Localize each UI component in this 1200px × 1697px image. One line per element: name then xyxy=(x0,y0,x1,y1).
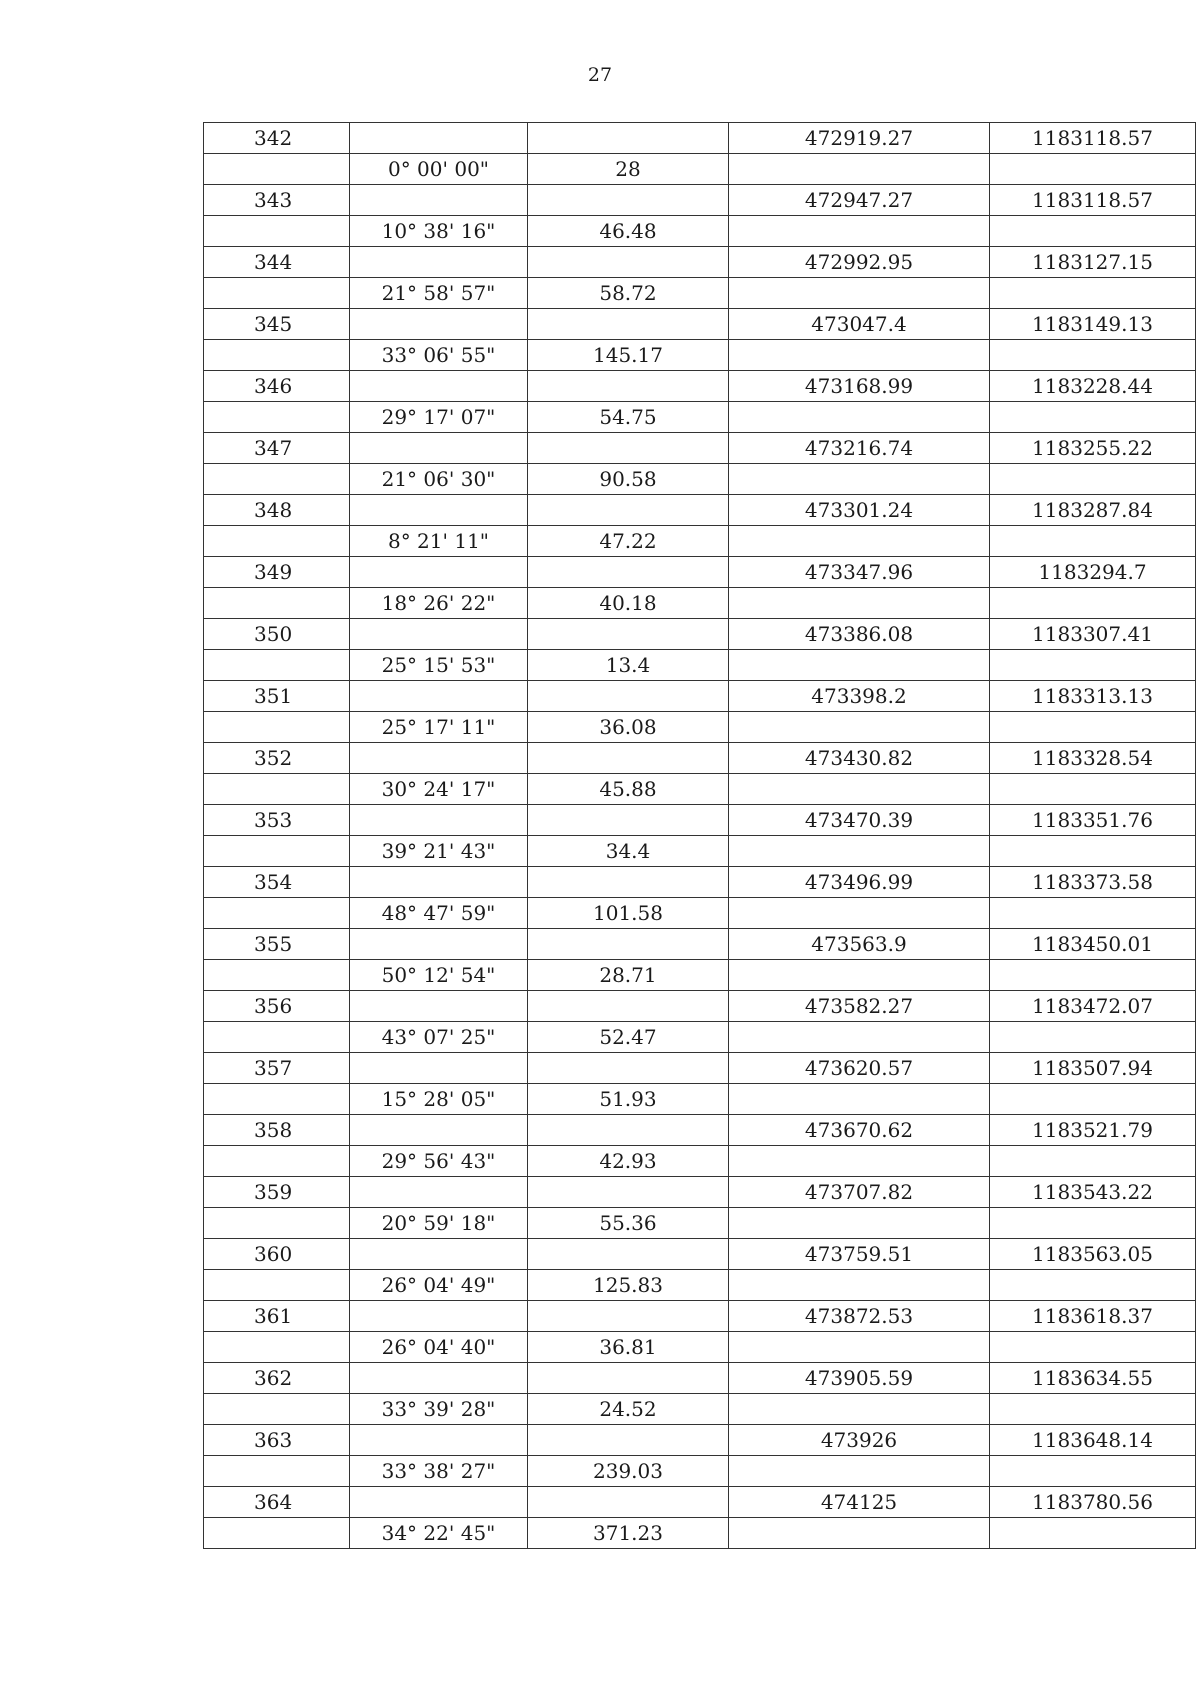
bearing-angle-cell: 21° 58' 57" xyxy=(350,278,528,309)
empty-cell xyxy=(350,743,528,774)
coordinate-x-cell: 472947.27 xyxy=(729,185,990,216)
empty-cell xyxy=(729,464,990,495)
distance-cell: 371.23 xyxy=(528,1518,729,1549)
empty-cell xyxy=(350,619,528,650)
bearing-angle-cell: 30° 24' 17" xyxy=(350,774,528,805)
coordinate-y-cell: 1183294.7 xyxy=(990,557,1196,588)
empty-cell xyxy=(729,1146,990,1177)
coordinate-y-cell: 1183255.22 xyxy=(990,433,1196,464)
empty-cell xyxy=(729,588,990,619)
empty-cell xyxy=(204,1022,350,1053)
bearing-angle-cell: 29° 56' 43" xyxy=(350,1146,528,1177)
distance-cell: 125.83 xyxy=(528,1270,729,1301)
leg-row xyxy=(204,588,1196,619)
coordinate-x-cell: 473168.99 xyxy=(729,371,990,402)
empty-cell xyxy=(990,898,1196,929)
empty-cell xyxy=(350,805,528,836)
distance-cell: 40.18 xyxy=(528,588,729,619)
point-id-cell: 342 xyxy=(204,123,350,154)
point-row xyxy=(204,1053,1196,1084)
bearing-angle-cell: 25° 15' 53" xyxy=(350,650,528,681)
distance-cell: 145.17 xyxy=(528,340,729,371)
empty-cell xyxy=(729,1394,990,1425)
coordinate-y-cell: 1183472.07 xyxy=(990,991,1196,1022)
bearing-angle-cell: 26° 04' 49" xyxy=(350,1270,528,1301)
point-row xyxy=(204,805,1196,836)
coordinate-y-cell: 1183450.01 xyxy=(990,929,1196,960)
point-row xyxy=(204,309,1196,340)
empty-cell xyxy=(204,1270,350,1301)
coordinate-x-cell: 472919.27 xyxy=(729,123,990,154)
point-id-cell: 348 xyxy=(204,495,350,526)
leg-row xyxy=(204,464,1196,495)
empty-cell xyxy=(350,123,528,154)
empty-cell xyxy=(528,1177,729,1208)
leg-row xyxy=(204,712,1196,743)
empty-cell xyxy=(528,495,729,526)
bearing-angle-cell: 10° 38' 16" xyxy=(350,216,528,247)
distance-cell: 28.71 xyxy=(528,960,729,991)
point-id-cell: 355 xyxy=(204,929,350,960)
point-row xyxy=(204,1115,1196,1146)
leg-row xyxy=(204,650,1196,681)
coordinate-y-cell: 1183127.15 xyxy=(990,247,1196,278)
empty-cell xyxy=(528,371,729,402)
coordinate-y-cell: 1183648.14 xyxy=(990,1425,1196,1456)
empty-cell xyxy=(729,836,990,867)
empty-cell xyxy=(990,650,1196,681)
coordinate-y-cell: 1183373.58 xyxy=(990,867,1196,898)
point-row xyxy=(204,185,1196,216)
empty-cell xyxy=(729,774,990,805)
point-row xyxy=(204,371,1196,402)
empty-cell xyxy=(350,1239,528,1270)
empty-cell xyxy=(350,1177,528,1208)
point-row xyxy=(204,1487,1196,1518)
point-id-cell: 349 xyxy=(204,557,350,588)
empty-cell xyxy=(528,805,729,836)
point-id-cell: 361 xyxy=(204,1301,350,1332)
empty-cell xyxy=(204,960,350,991)
empty-cell xyxy=(729,1456,990,1487)
coordinate-y-cell: 1183328.54 xyxy=(990,743,1196,774)
coordinate-x-cell: 473216.74 xyxy=(729,433,990,464)
distance-cell: 55.36 xyxy=(528,1208,729,1239)
empty-cell xyxy=(204,1332,350,1363)
leg-row xyxy=(204,960,1196,991)
empty-cell xyxy=(528,1487,729,1518)
bearing-angle-cell: 33° 38' 27" xyxy=(350,1456,528,1487)
point-id-cell: 344 xyxy=(204,247,350,278)
empty-cell xyxy=(350,929,528,960)
empty-cell xyxy=(204,1208,350,1239)
empty-cell xyxy=(729,650,990,681)
bearing-angle-cell: 18° 26' 22" xyxy=(350,588,528,619)
empty-cell xyxy=(204,588,350,619)
coordinate-x-cell: 473430.82 xyxy=(729,743,990,774)
coordinate-x-cell: 473496.99 xyxy=(729,867,990,898)
empty-cell xyxy=(729,526,990,557)
empty-cell xyxy=(990,960,1196,991)
bearing-angle-cell: 39° 21' 43" xyxy=(350,836,528,867)
point-row xyxy=(204,681,1196,712)
coordinate-y-cell: 1183118.57 xyxy=(990,123,1196,154)
empty-cell xyxy=(990,1208,1196,1239)
point-row xyxy=(204,123,1196,154)
bearing-angle-cell: 20° 59' 18" xyxy=(350,1208,528,1239)
empty-cell xyxy=(990,774,1196,805)
bearing-angle-cell: 33° 39' 28" xyxy=(350,1394,528,1425)
bearing-angle-cell: 26° 04' 40" xyxy=(350,1332,528,1363)
bearing-angle-cell: 15° 28' 05" xyxy=(350,1084,528,1115)
bearing-angle-cell: 43° 07' 25" xyxy=(350,1022,528,1053)
empty-cell xyxy=(204,1518,350,1549)
empty-cell xyxy=(204,712,350,743)
point-id-cell: 358 xyxy=(204,1115,350,1146)
empty-cell xyxy=(350,1301,528,1332)
empty-cell xyxy=(350,681,528,712)
bearing-angle-cell: 50° 12' 54" xyxy=(350,960,528,991)
leg-row xyxy=(204,1394,1196,1425)
empty-cell xyxy=(528,309,729,340)
coordinate-x-cell: 473707.82 xyxy=(729,1177,990,1208)
point-row xyxy=(204,247,1196,278)
empty-cell xyxy=(350,557,528,588)
empty-cell xyxy=(528,123,729,154)
coordinate-x-cell: 473301.24 xyxy=(729,495,990,526)
empty-cell xyxy=(528,1115,729,1146)
point-id-cell: 353 xyxy=(204,805,350,836)
point-id-cell: 352 xyxy=(204,743,350,774)
empty-cell xyxy=(990,216,1196,247)
distance-cell: 45.88 xyxy=(528,774,729,805)
coordinate-y-cell: 1183149.13 xyxy=(990,309,1196,340)
empty-cell xyxy=(350,1053,528,1084)
distance-cell: 36.08 xyxy=(528,712,729,743)
bearing-angle-cell: 48° 47' 59" xyxy=(350,898,528,929)
empty-cell xyxy=(729,1022,990,1053)
leg-row xyxy=(204,154,1196,185)
coordinate-y-cell: 1183634.55 xyxy=(990,1363,1196,1394)
empty-cell xyxy=(350,433,528,464)
leg-row xyxy=(204,526,1196,557)
point-row xyxy=(204,433,1196,464)
distance-cell: 36.81 xyxy=(528,1332,729,1363)
coordinate-y-cell: 1183618.37 xyxy=(990,1301,1196,1332)
bearing-angle-cell: 8° 21' 11" xyxy=(350,526,528,557)
coordinate-x-cell: 473582.27 xyxy=(729,991,990,1022)
leg-row xyxy=(204,216,1196,247)
point-id-cell: 356 xyxy=(204,991,350,1022)
leg-row xyxy=(204,1456,1196,1487)
leg-row xyxy=(204,836,1196,867)
coordinate-y-cell: 1183287.84 xyxy=(990,495,1196,526)
coordinate-x-cell: 473759.51 xyxy=(729,1239,990,1270)
table-body xyxy=(204,123,1196,1549)
empty-cell xyxy=(204,1146,350,1177)
empty-cell xyxy=(204,898,350,929)
empty-cell xyxy=(528,247,729,278)
empty-cell xyxy=(990,1394,1196,1425)
coordinate-x-cell: 473563.9 xyxy=(729,929,990,960)
coordinate-y-cell: 1183543.22 xyxy=(990,1177,1196,1208)
page-number: 27 xyxy=(587,64,613,86)
distance-cell: 90.58 xyxy=(528,464,729,495)
coordinate-y-cell: 1183228.44 xyxy=(990,371,1196,402)
coordinate-y-cell: 1183307.41 xyxy=(990,619,1196,650)
empty-cell xyxy=(990,1456,1196,1487)
empty-cell xyxy=(204,402,350,433)
empty-cell xyxy=(350,867,528,898)
empty-cell xyxy=(990,1270,1196,1301)
empty-cell xyxy=(729,1084,990,1115)
empty-cell xyxy=(528,185,729,216)
distance-cell: 24.52 xyxy=(528,1394,729,1425)
empty-cell xyxy=(350,1487,528,1518)
bearing-angle-cell: 34° 22' 45" xyxy=(350,1518,528,1549)
distance-cell: 28 xyxy=(528,154,729,185)
empty-cell xyxy=(528,867,729,898)
empty-cell xyxy=(729,1208,990,1239)
empty-cell xyxy=(990,154,1196,185)
empty-cell xyxy=(990,464,1196,495)
point-id-cell: 343 xyxy=(204,185,350,216)
point-row xyxy=(204,619,1196,650)
point-row xyxy=(204,1363,1196,1394)
empty-cell xyxy=(990,340,1196,371)
empty-cell xyxy=(528,1425,729,1456)
leg-row xyxy=(204,1208,1196,1239)
coordinate-x-cell: 473872.53 xyxy=(729,1301,990,1332)
coordinate-x-cell: 473047.4 xyxy=(729,309,990,340)
coordinate-x-cell: 473905.59 xyxy=(729,1363,990,1394)
empty-cell xyxy=(990,588,1196,619)
empty-cell xyxy=(729,1270,990,1301)
coordinate-x-cell: 473670.62 xyxy=(729,1115,990,1146)
leg-row xyxy=(204,1518,1196,1549)
point-id-cell: 360 xyxy=(204,1239,350,1270)
empty-cell xyxy=(204,650,350,681)
distance-cell: 42.93 xyxy=(528,1146,729,1177)
point-id-cell: 347 xyxy=(204,433,350,464)
coordinate-y-cell: 1183521.79 xyxy=(990,1115,1196,1146)
empty-cell xyxy=(204,340,350,371)
empty-cell xyxy=(990,1084,1196,1115)
point-row xyxy=(204,867,1196,898)
empty-cell xyxy=(990,526,1196,557)
coordinate-x-cell: 474125 xyxy=(729,1487,990,1518)
coordinate-x-cell: 473926 xyxy=(729,1425,990,1456)
coordinate-y-cell: 1183351.76 xyxy=(990,805,1196,836)
point-row xyxy=(204,1177,1196,1208)
distance-cell: 54.75 xyxy=(528,402,729,433)
coordinate-x-cell: 473347.96 xyxy=(729,557,990,588)
coordinate-x-cell: 473470.39 xyxy=(729,805,990,836)
leg-row xyxy=(204,898,1196,929)
coordinate-x-cell: 473386.08 xyxy=(729,619,990,650)
empty-cell xyxy=(990,836,1196,867)
leg-row xyxy=(204,1332,1196,1363)
distance-cell: 34.4 xyxy=(528,836,729,867)
empty-cell xyxy=(528,433,729,464)
empty-cell xyxy=(204,836,350,867)
coordinate-y-cell: 1183563.05 xyxy=(990,1239,1196,1270)
point-row xyxy=(204,929,1196,960)
empty-cell xyxy=(990,712,1196,743)
point-id-cell: 351 xyxy=(204,681,350,712)
coordinate-y-cell: 1183780.56 xyxy=(990,1487,1196,1518)
point-row xyxy=(204,743,1196,774)
survey-coordinates-table xyxy=(203,122,1196,1549)
distance-cell: 46.48 xyxy=(528,216,729,247)
leg-row xyxy=(204,1084,1196,1115)
point-row xyxy=(204,1301,1196,1332)
coordinate-x-cell: 473398.2 xyxy=(729,681,990,712)
leg-row xyxy=(204,340,1196,371)
empty-cell xyxy=(729,278,990,309)
empty-cell xyxy=(204,526,350,557)
coordinate-x-cell: 472992.95 xyxy=(729,247,990,278)
leg-row xyxy=(204,1022,1196,1053)
point-id-cell: 359 xyxy=(204,1177,350,1208)
empty-cell xyxy=(204,464,350,495)
distance-cell: 101.58 xyxy=(528,898,729,929)
empty-cell xyxy=(729,960,990,991)
empty-cell xyxy=(528,681,729,712)
bearing-angle-cell: 21° 06' 30" xyxy=(350,464,528,495)
point-id-cell: 364 xyxy=(204,1487,350,1518)
point-row xyxy=(204,1239,1196,1270)
empty-cell xyxy=(729,402,990,433)
distance-cell: 58.72 xyxy=(528,278,729,309)
point-id-cell: 345 xyxy=(204,309,350,340)
empty-cell xyxy=(204,1084,350,1115)
empty-cell xyxy=(990,1518,1196,1549)
empty-cell xyxy=(204,1394,350,1425)
empty-cell xyxy=(350,1115,528,1146)
empty-cell xyxy=(990,1022,1196,1053)
empty-cell xyxy=(350,1425,528,1456)
empty-cell xyxy=(990,1146,1196,1177)
point-row xyxy=(204,991,1196,1022)
empty-cell xyxy=(990,402,1196,433)
empty-cell xyxy=(729,1332,990,1363)
empty-cell xyxy=(350,495,528,526)
coordinate-y-cell: 1183507.94 xyxy=(990,1053,1196,1084)
empty-cell xyxy=(204,1456,350,1487)
empty-cell xyxy=(528,1301,729,1332)
distance-cell: 239.03 xyxy=(528,1456,729,1487)
leg-row xyxy=(204,278,1196,309)
empty-cell xyxy=(528,1363,729,1394)
empty-cell xyxy=(350,1363,528,1394)
empty-cell xyxy=(350,991,528,1022)
leg-row xyxy=(204,402,1196,433)
empty-cell xyxy=(350,247,528,278)
bearing-angle-cell: 25° 17' 11" xyxy=(350,712,528,743)
distance-cell: 13.4 xyxy=(528,650,729,681)
empty-cell xyxy=(990,1332,1196,1363)
empty-cell xyxy=(729,1518,990,1549)
empty-cell xyxy=(528,1239,729,1270)
leg-row xyxy=(204,1270,1196,1301)
empty-cell xyxy=(528,929,729,960)
leg-row xyxy=(204,1146,1196,1177)
point-id-cell: 346 xyxy=(204,371,350,402)
point-id-cell: 350 xyxy=(204,619,350,650)
leg-row xyxy=(204,774,1196,805)
empty-cell xyxy=(204,278,350,309)
point-id-cell: 362 xyxy=(204,1363,350,1394)
empty-cell xyxy=(350,309,528,340)
empty-cell xyxy=(350,185,528,216)
coordinate-x-cell: 473620.57 xyxy=(729,1053,990,1084)
distance-cell: 47.22 xyxy=(528,526,729,557)
point-id-cell: 363 xyxy=(204,1425,350,1456)
empty-cell xyxy=(729,340,990,371)
coordinate-y-cell: 1183313.13 xyxy=(990,681,1196,712)
point-id-cell: 354 xyxy=(204,867,350,898)
empty-cell xyxy=(204,774,350,805)
point-row xyxy=(204,1425,1196,1456)
empty-cell xyxy=(350,371,528,402)
empty-cell xyxy=(204,154,350,185)
empty-cell xyxy=(729,712,990,743)
point-row xyxy=(204,557,1196,588)
empty-cell xyxy=(729,154,990,185)
bearing-angle-cell: 0° 00' 00" xyxy=(350,154,528,185)
distance-cell: 52.47 xyxy=(528,1022,729,1053)
empty-cell xyxy=(204,216,350,247)
distance-cell: 51.93 xyxy=(528,1084,729,1115)
empty-cell xyxy=(729,898,990,929)
point-id-cell: 357 xyxy=(204,1053,350,1084)
empty-cell xyxy=(528,743,729,774)
empty-cell xyxy=(528,991,729,1022)
coordinate-y-cell: 1183118.57 xyxy=(990,185,1196,216)
empty-cell xyxy=(729,216,990,247)
empty-cell xyxy=(528,1053,729,1084)
bearing-angle-cell: 29° 17' 07" xyxy=(350,402,528,433)
point-row xyxy=(204,495,1196,526)
bearing-angle-cell: 33° 06' 55" xyxy=(350,340,528,371)
empty-cell xyxy=(990,278,1196,309)
empty-cell xyxy=(528,619,729,650)
empty-cell xyxy=(528,557,729,588)
